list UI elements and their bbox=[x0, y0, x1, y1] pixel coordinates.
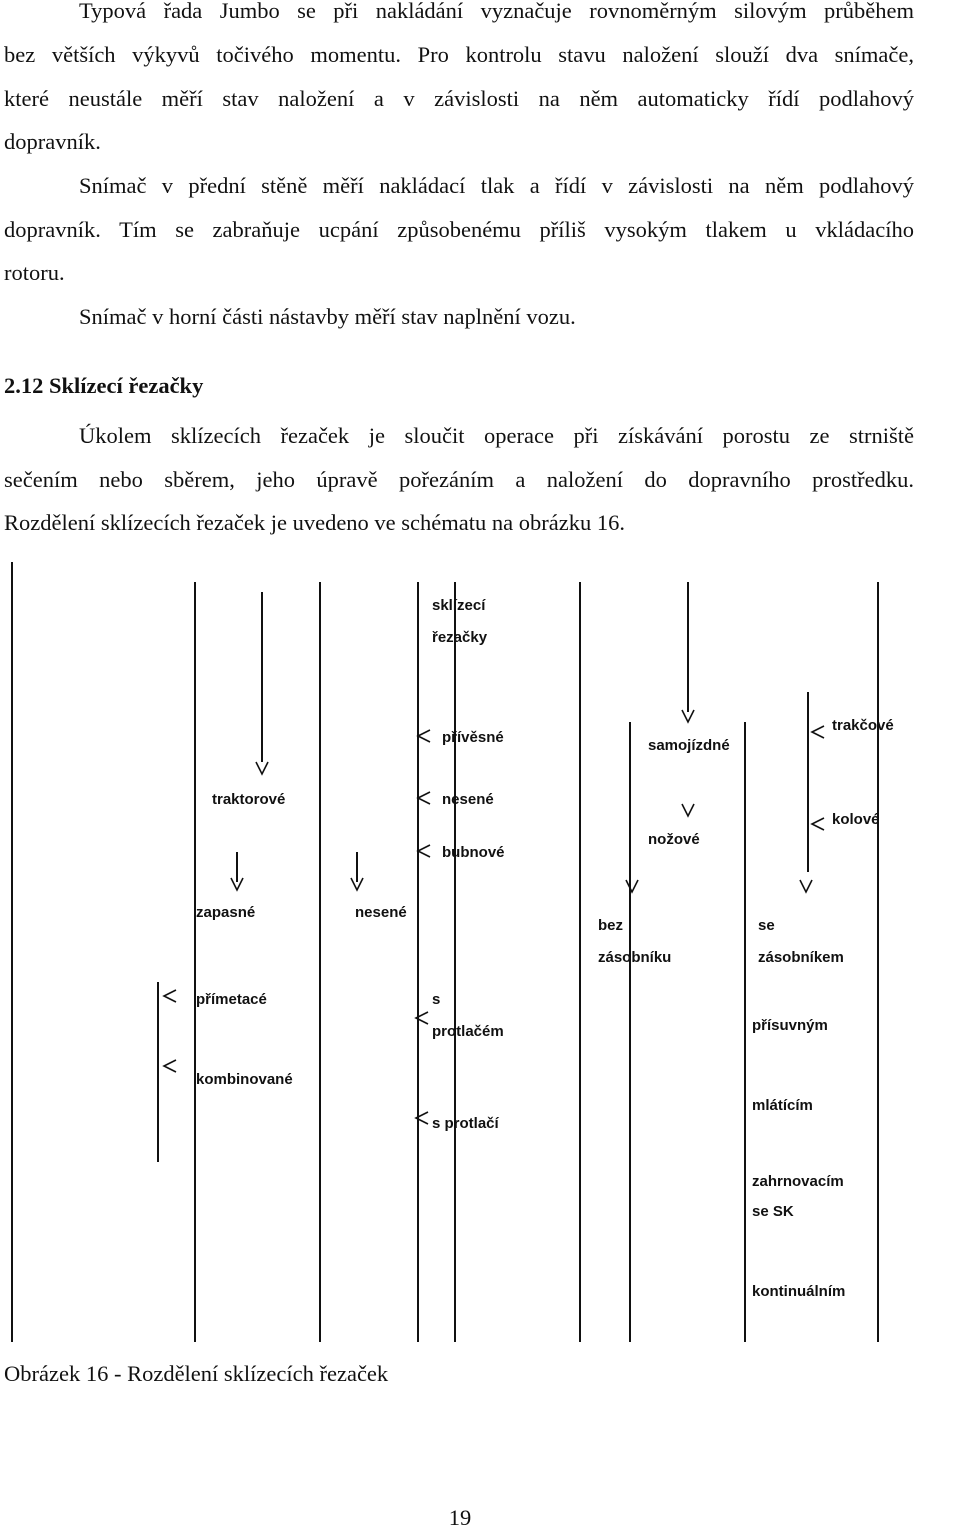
paragraph-line: dopravník. Tím se zabraňuje ucpání způsobenému příliš vysokým tlakem u vkládacího bbox=[4, 217, 914, 242]
diagram-label-root: sklízecí bbox=[432, 597, 486, 614]
diagram-label: zahrnovacím bbox=[752, 1173, 844, 1190]
arrow-icon bbox=[800, 880, 812, 892]
arrow-icon bbox=[256, 762, 268, 774]
diagram-label: zapasné bbox=[196, 904, 256, 921]
diagram-label: nesené bbox=[442, 791, 494, 808]
figure-caption: Obrázek 16 - Rozdělení sklízecích řezaček bbox=[4, 1361, 389, 1386]
paragraph-line: rotoru. bbox=[4, 260, 65, 285]
arrow-icon bbox=[164, 1060, 176, 1072]
diagram-label: bubnové bbox=[442, 844, 505, 861]
arrow-icon bbox=[626, 880, 638, 892]
diagram-label: bez bbox=[598, 917, 624, 934]
paragraph-line: Úkolem sklízecích řezaček je sloučit operace při získávání porostu ze strniště bbox=[79, 423, 914, 448]
arrow-icon bbox=[812, 726, 824, 738]
paragraph-line: které neustále měří stav naložení a v závislosti na něm automaticky řídí podlahový bbox=[4, 86, 914, 111]
diagram-label: přívěsné bbox=[442, 729, 504, 746]
classification-diagram bbox=[0, 552, 960, 1342]
paragraph-line: sečením nebo sběrem, jeho úpravě pořezáním a naložení do dopravního prostředku. bbox=[4, 467, 914, 492]
paragraph-line: bez větších výkyvů točivého momentu. Pro kontrolu stavu naložení slouží dva snímače, bbox=[4, 42, 914, 67]
diagram-label: nožové bbox=[648, 831, 700, 848]
diagram-label-root: řezačky bbox=[432, 629, 488, 646]
diagram-label: samojízdné bbox=[648, 737, 730, 754]
diagram-label: traktorové bbox=[212, 791, 286, 808]
paragraph-line: dopravník. bbox=[4, 129, 101, 154]
diagram-label: se bbox=[758, 917, 775, 934]
arrow-icon bbox=[682, 804, 694, 816]
paragraph-line: Snímač v horní části nástavby měří stav naplnění vozu. bbox=[79, 304, 576, 329]
arrow-icon bbox=[418, 730, 430, 742]
diagram-label: kolové bbox=[832, 811, 880, 828]
diagram-label: mlátícím bbox=[752, 1097, 813, 1114]
diagram-label: kombinované bbox=[196, 1071, 293, 1088]
paragraph-line: Snímač v přední stěně měří nakládací tlak a řídí v závislosti na něm podlahový bbox=[79, 173, 914, 198]
paragraph-line: Typová řada Jumbo se při nakládání vyznačuje rovnoměrným silovým průběhem bbox=[79, 0, 914, 23]
diagram-label: kontinuálním bbox=[752, 1283, 846, 1300]
diagram-label: protlačém bbox=[432, 1023, 504, 1040]
page-number: 19 bbox=[448, 1505, 472, 1530]
arrow-icon bbox=[418, 845, 430, 857]
diagram-label: přísuvným bbox=[752, 1017, 828, 1034]
diagram-label: trakčové bbox=[832, 717, 894, 734]
diagram-label: přímetacé bbox=[196, 991, 267, 1008]
diagram-label: nesené bbox=[355, 904, 407, 921]
diagram-label: s protlačí bbox=[432, 1115, 499, 1132]
diagram-label: se SK bbox=[752, 1203, 794, 1220]
arrow-icon bbox=[418, 792, 430, 804]
diagram-label: zásobníkem bbox=[758, 949, 844, 966]
arrow-icon bbox=[164, 990, 176, 1002]
diagram-label: s bbox=[432, 991, 441, 1008]
paragraph-line: Rozdělení sklízecích řezaček je uvedeno ve schématu na obrázku 16. bbox=[4, 510, 625, 535]
section-heading: 2.12 Sklízecí řezačky bbox=[4, 373, 204, 398]
diagram-label: zásobníku bbox=[598, 949, 672, 966]
arrow-icon bbox=[812, 818, 824, 830]
